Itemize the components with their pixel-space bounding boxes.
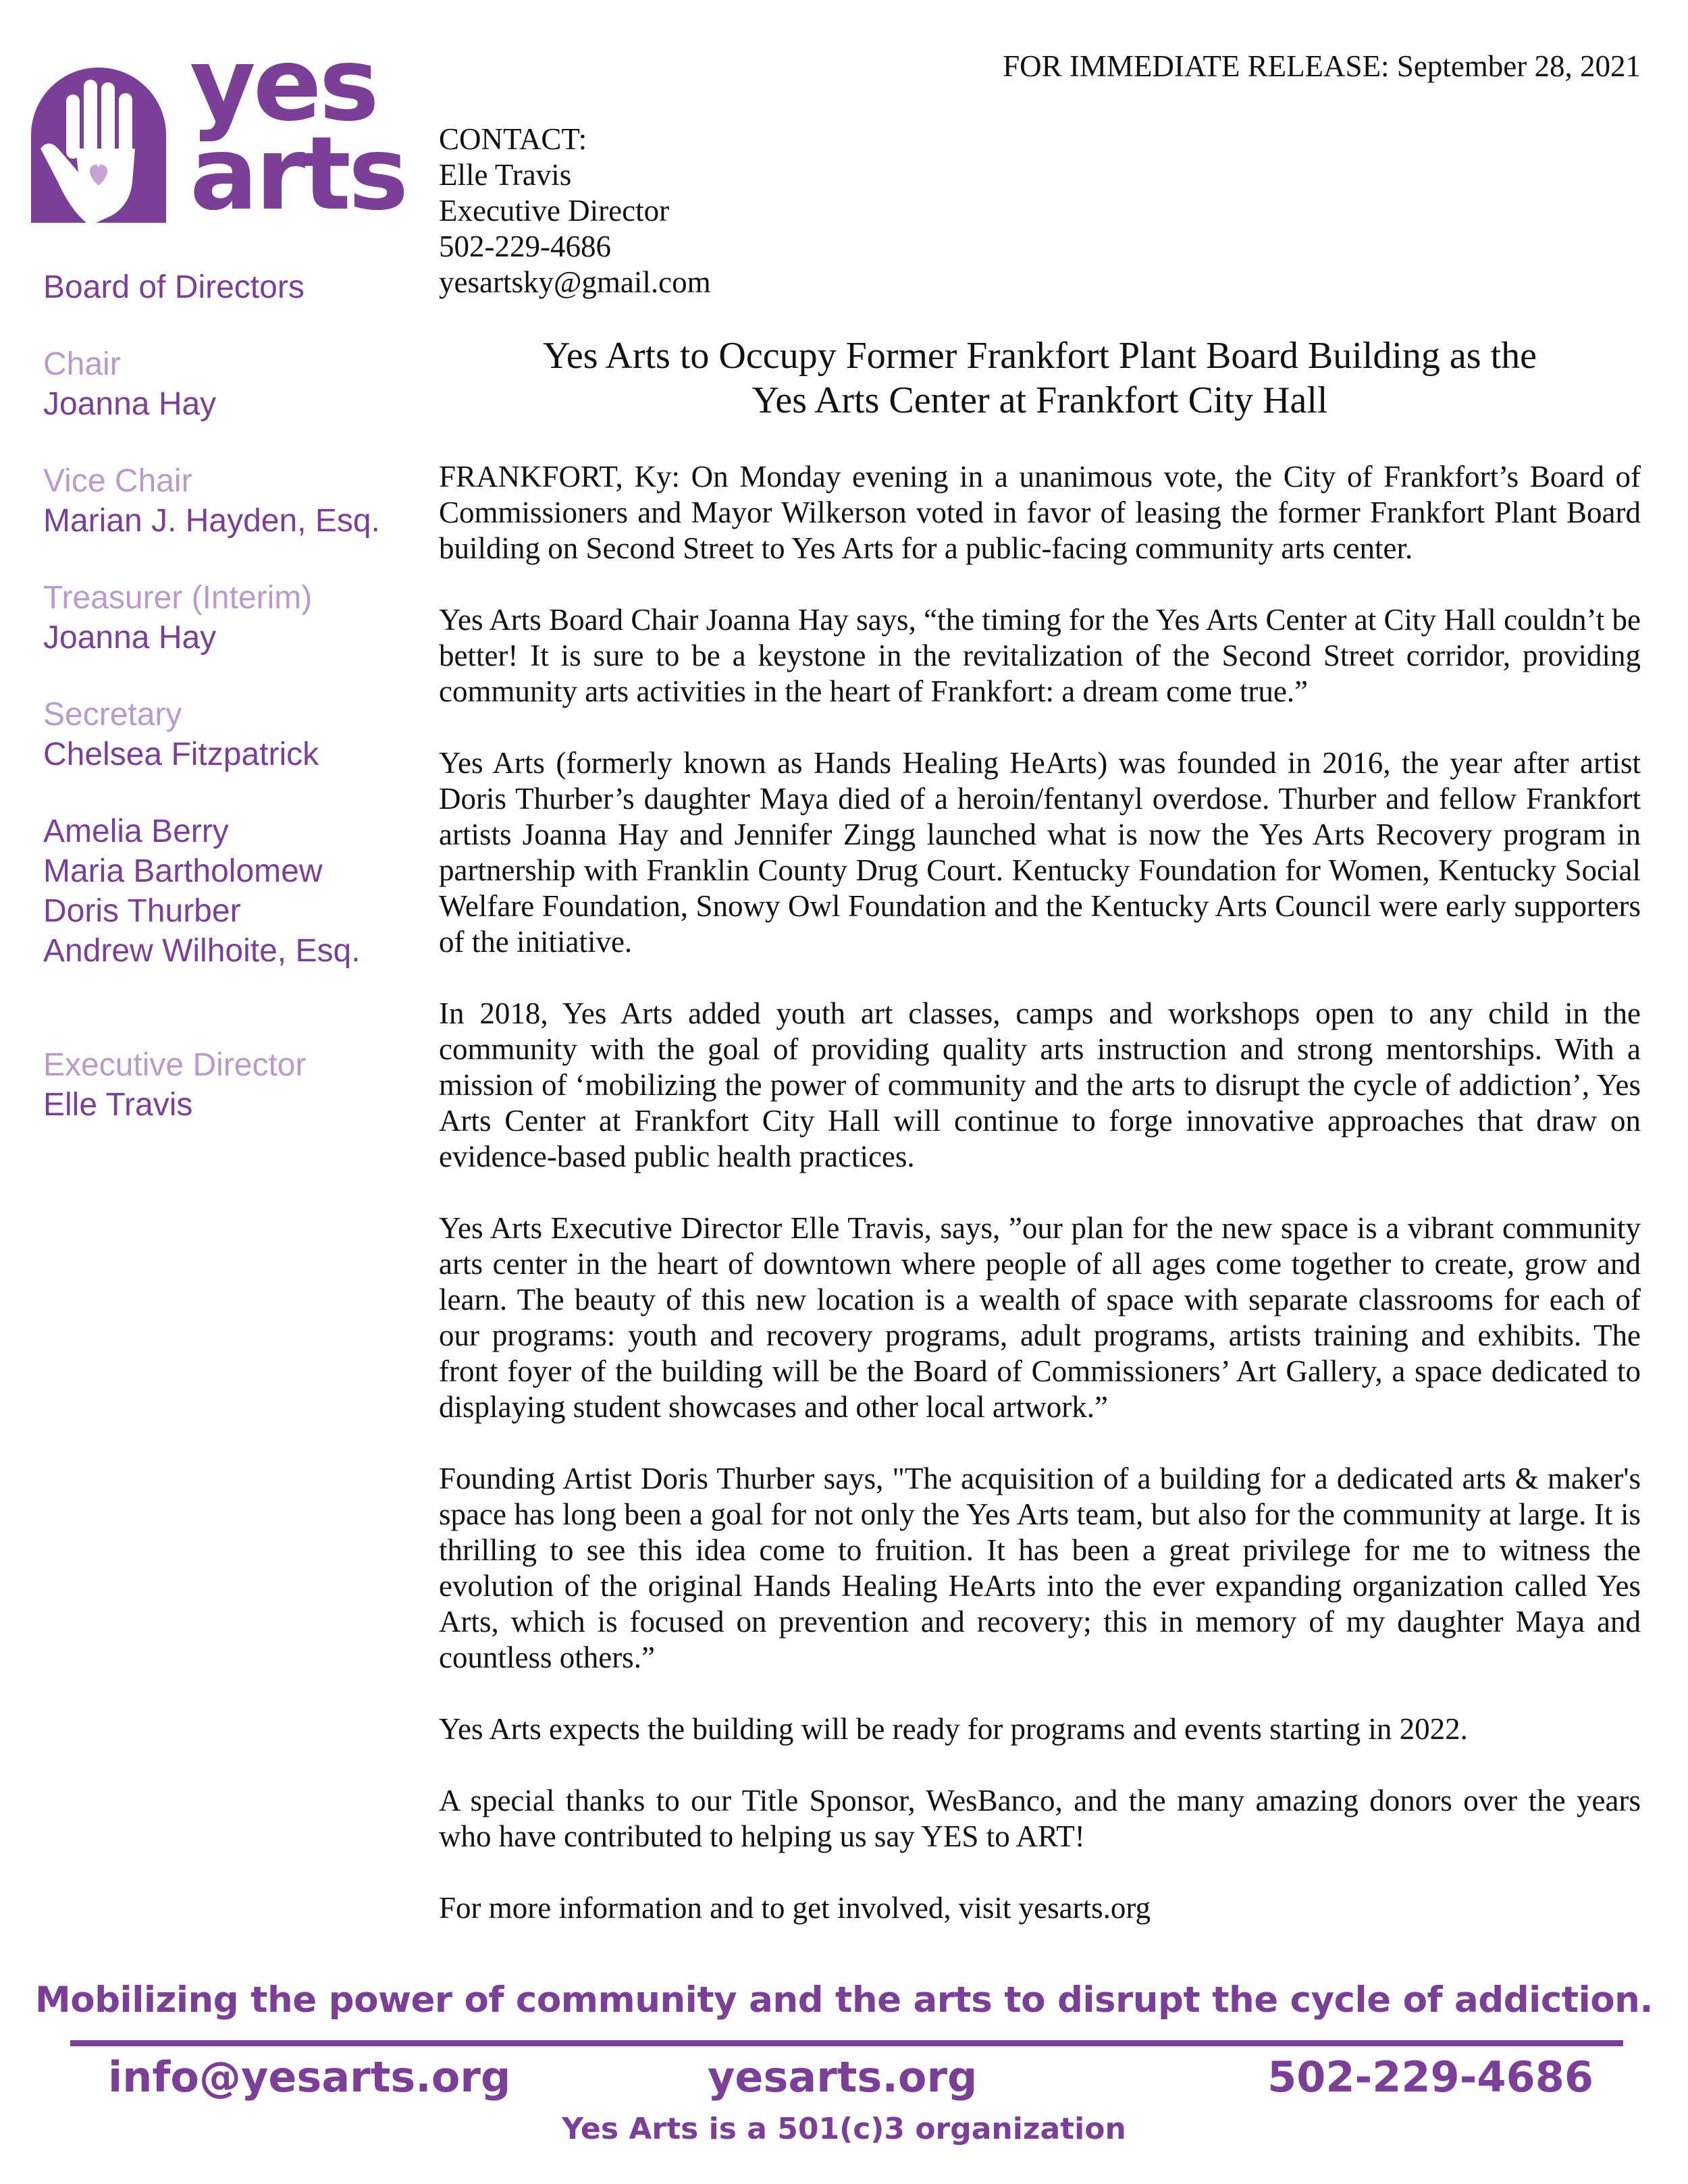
board-members	[43, 811, 421, 971]
contact-block	[439, 122, 711, 300]
board-member: Doris Thurber	[43, 893, 241, 929]
treasurer-role: Treasurer (Interim)	[43, 580, 313, 616]
contact-email: yesartsky@gmail.com	[439, 265, 711, 299]
body-paragraph: Yes Arts expects the building will be ready for programs and events starting in 2022.	[439, 1712, 1468, 1746]
footer-website-link[interactable]: yesarts.org	[708, 2052, 978, 2102]
logo-wordmark	[190, 26, 406, 233]
chair-group	[43, 344, 421, 424]
press-release-headline	[439, 334, 1641, 423]
chair-role: Chair	[43, 346, 121, 382]
vice-chair-role: Vice Chair	[43, 463, 192, 499]
body-paragraph: Yes Arts Board Chair Joanna Hay says, “the timing for the Yes Arts Center at City Hall couldn’t be better! It is sure to be a keystone in the revitalization of the Second Street corridor, providing community arts activities in the heart of Frankfort: a dream come true.”	[439, 603, 1641, 708]
board-sidebar	[43, 267, 421, 1125]
exec-director-role: Executive Director	[43, 1047, 307, 1083]
exec-director-name: Elle Travis	[43, 1087, 193, 1123]
vice-chair-name: Marian J. Hayden, Esq.	[43, 503, 380, 539]
contact-label: CONTACT:	[439, 122, 587, 156]
board-heading: Board of Directors	[43, 269, 305, 305]
secretary-role: Secretary	[43, 697, 182, 733]
body-paragraph: Founding Artist Doris Thurber says, "The acquisition of a building for a dedicated arts & maker's space has long been a goal for not only the Yes Arts team, but also for the community at large. It is thrilling to see this idea come to fruition. It has been a great privilege for me to witness the evolution of the original Hands Healing HeArts into the ever expanding organization called Yes Arts, which is focused on prevention and recovery; this in memory of my daughter Maya and countless others.”	[439, 1462, 1641, 1674]
footer-contacts	[108, 2052, 1593, 2113]
treasurer-group	[43, 578, 421, 658]
logo-word-yes: yes	[190, 26, 377, 144]
yes-arts-logo	[31, 26, 409, 243]
press-release-body	[439, 459, 1641, 1962]
body-paragraph: Yes Arts (formerly known as Hands Healing HeArts) was founded in 2016, the year after artist Doris Thurber’s daughter Maya died of a heroin/fentanyl overdose. Thurber and fellow Frankfort artists Joanna Hay and Jennifer Zingg launched what is now the Yes Arts Recovery program in partnership with Franklin County Drug Court. Kentucky Foundation for Women, Kentucky Social Welfare Foundation, Snowy Owl Foundation and the Kentucky Arts Council were early supporters of the initiative.	[439, 746, 1641, 959]
contact-title: Executive Director	[439, 194, 670, 228]
footer-phone: 502-229-4686	[1267, 2052, 1593, 2102]
headline-line-2: Yes Arts Center at Frankfort City Hall	[751, 379, 1328, 421]
release-date-line: FOR IMMEDIATE RELEASE: September 28, 2021	[1003, 49, 1641, 83]
vice-chair-group	[43, 461, 421, 541]
headline-line-1: Yes Arts to Occupy Former Frankfort Plant Board Building as the	[543, 335, 1537, 377]
hand-heart-icon	[31, 47, 166, 223]
chair-name: Joanna Hay	[43, 386, 217, 422]
body-paragraph: For more information and to get involved, visit yesarts.org	[439, 1891, 1151, 1925]
secretary-name: Chelsea Fitzpatrick	[43, 737, 319, 772]
exec-director-group	[43, 1045, 421, 1125]
treasurer-name: Joanna Hay	[43, 620, 217, 656]
secretary-group	[43, 695, 421, 774]
footer-tagline: Mobilizing the power of community and the arts to disrupt the cycle of addiction.	[34, 1979, 1654, 2021]
contact-phone: 502-229-4686	[439, 230, 611, 263]
footer-divider	[70, 2040, 1623, 2046]
footer-org-status: Yes Arts is a 501(c)3 organization	[562, 2112, 1126, 2146]
logo-word-arts: arts	[190, 115, 406, 233]
body-paragraph: In 2018, Yes Arts added youth art classes, camps and workshops open to any child in the community with the goal of providing quality arts instruction and strong mentorships. With a mission of ‘mobilizing the power of community and the arts to disrupt the cycle of addiction’, Yes Arts Center at Frankfort City Hall will continue to forge innovative approaches that draw on evidence-based public health practices.	[439, 996, 1641, 1173]
board-member: Maria Bartholomew	[43, 853, 323, 889]
body-paragraph: FRANKFORT, Ky: On Monday evening in a unanimous vote, the City of Frankfort’s Board of Commissioners and Mayor Wilkerson voted in favor of leasing the former Frankfort Plant Board building on Second Street to Yes Arts for a public-facing community arts center.	[439, 460, 1641, 565]
contact-name: Elle Travis	[439, 158, 572, 192]
body-paragraph: A special thanks to our Title Sponsor, WesBanco, and the many amazing donors over the years who have contributed to helping us say YES to ART!	[439, 1784, 1641, 1853]
board-member: Andrew Wilhoite, Esq.	[43, 933, 361, 969]
footer-email-link[interactable]: info@yesarts.org	[108, 2052, 511, 2102]
body-paragraph: Yes Arts Executive Director Elle Travis, says, ”our plan for the new space is a vibrant community arts center in the heart of downtown where people of all ages come together to create, grow and learn. The beauty of this new location is a wealth of space with separate classrooms for each of our programs: youth and recovery programs, adult programs, artists training and exhibits. The front foyer of the building will be the Board of Commissioners’ Art Gallery, a space dedicated to displaying student showcases and other local artwork.”	[439, 1211, 1641, 1424]
board-member: Amelia Berry	[43, 814, 229, 849]
